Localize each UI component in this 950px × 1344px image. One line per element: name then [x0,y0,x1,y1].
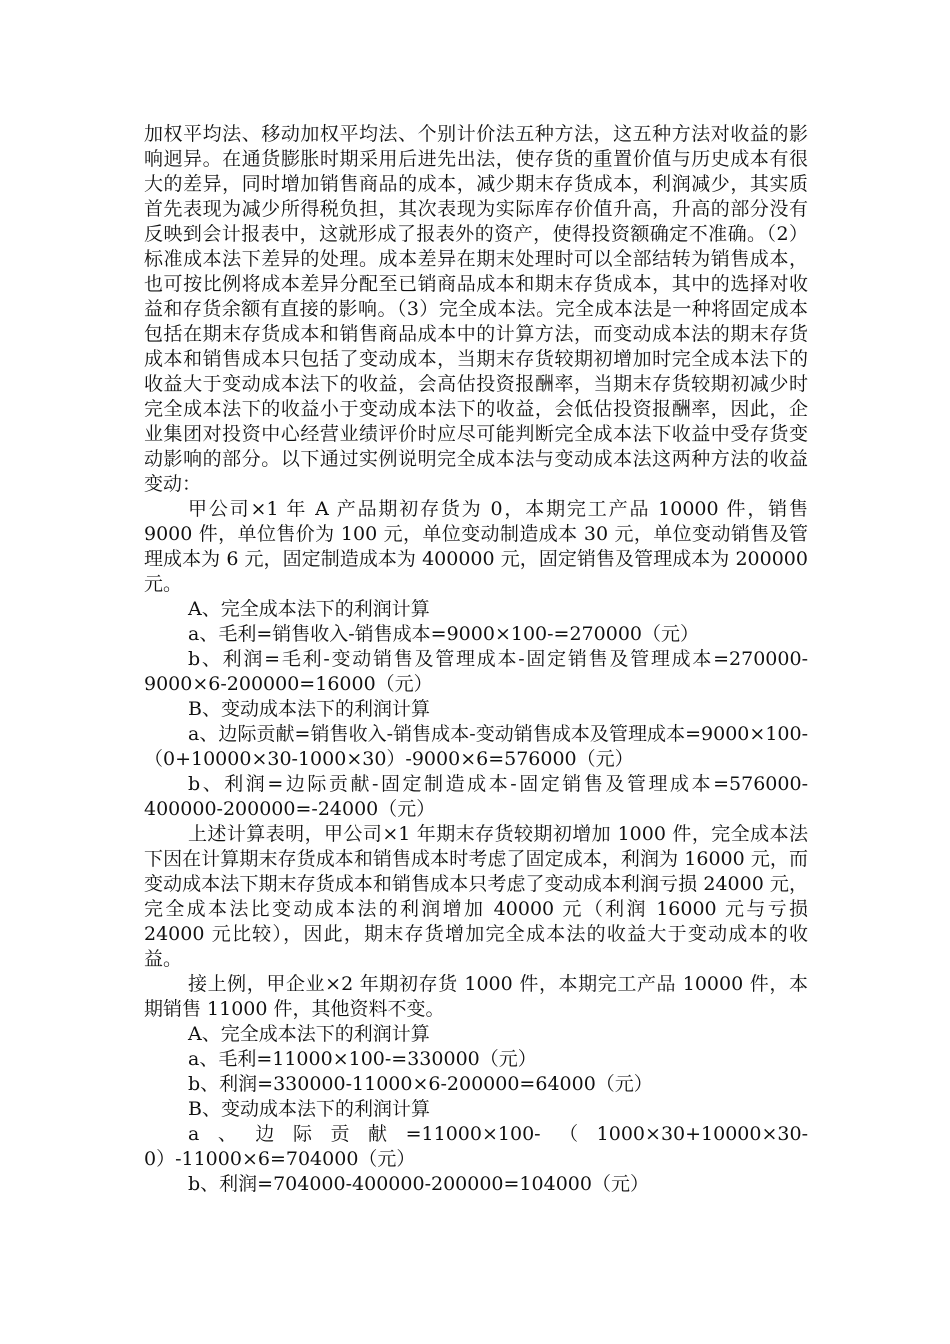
line-profit-full-cost-year2: b、利润=330000-11000×6-200000=64000（元） [188,1073,653,1095]
paragraph-example-year2: 接上例，甲企业×2 年期初存货 1000 件，本期完工产品 10000 件，本期销售 11000 件，其他资料不变。 [144,973,808,1020]
paragraph-example-year1: 甲公司×1 年 A 产品期初存货为 0，本期完工产品 10000 件，销售 9000 件，单位售价为 100 元，单位变动制造成本 30 元，单位变动销售及管理成本为 6 元，固定制造成本为 400000 元，固定销售及管理成本为 200000 元。 [144,498,808,595]
heading-variable-cost-year1: B、变动成本法下的利润计算 [188,698,430,720]
paragraph-valuation-methods: 加权平均法、移动加权平均法、个别计价法五种方法，这五种方法对收益的影响迥异。在通货膨胀时期采用后进先出法，使存货的重置价值与历史成本有很大的差异，同时增加销售商品的成本，减少期末存货成本，利润减少，其实质首先表现为减少所得税负担，其次表现为实际库存价值升高，升高的部分没有反映到会计报表中，这就形成了报表外的资产，使得投资额确定不准确。（2）标准成本法下差异的处理。成本差异在期末处理时可以全部结转为销售成本，也可按比例将成本差异分配至已销商品成本和期末存货成本，其中的选择对收益和存货余额有直接的影响。（3）完全成本法。完全成本法是一种将固定成本包括在期末存货成本和销售商品成本中的计算方法，而变动成本法的期末存货成本和销售成本只包括了变动成本，当期末存货较期初增加时完全成本法下的收益大于变动成本法下的收益，会高估投资报酬率，当期末存货较期初减少时完全成本法下的收益小于变动成本法下的收益，会低估投资报酬率，因此，企业集团对投资中心经营业绩评价时应尽可能判断完全成本法下收益中受存货变动影响的部分。以下通过实例说明完全成本法与变动成本法这两种方法的收益变动： [144,123,808,495]
line-gross-profit-year1: a、毛利=销售收入-销售成本=9000×100-=270000（元） [188,623,699,645]
heading-full-cost-year1: A、完全成本法下的利润计算 [188,598,430,620]
line-contribution-margin-year2: a、边际贡献=11000×100-（1000×30+10000×30-0）-11000×6=704000（元） [144,1123,808,1170]
paragraph-analysis-year1: 上述计算表明，甲公司×1 年期末存货较期初增加 1000 件，完全成本法下因在计算期末存货成本和销售成本时考虑了固定成本，利润为 16000 元，而变动成本法下期末存货成本和销售成本只考虑了变动成本利润亏损 24000 元，完全成本法比变动成本法的利润增加 40000 元（利润 16000 元与亏损 24000 元比较），因此，期末存货增加完全成本法的收益大于变动成本的收益。 [144,823,808,970]
heading-full-cost-year2: A、完全成本法下的利润计算 [188,1023,430,1045]
line-profit-variable-cost-year2: b、利润=704000-400000-200000=104000（元） [188,1173,649,1195]
line-contribution-margin-year1: a、边际贡献=销售收入-销售成本-变动销售成本及管理成本=9000×100-（0+10000×30-1000×30）-9000×6=576000（元） [144,723,808,770]
line-profit-variable-cost-year1: b、利润=边际贡献-固定制造成本-固定销售及管理成本=576000-400000-200000=-24000（元） [144,773,808,820]
heading-variable-cost-year2: B、变动成本法下的利润计算 [188,1098,430,1120]
line-profit-full-cost-year1: b、利润=毛利-变动销售及管理成本-固定销售及管理成本=270000-9000×6-200000=16000（元） [144,648,808,695]
line-gross-profit-year2: a、毛利=11000×100-=330000（元） [188,1048,537,1070]
document-page [144,122,808,1197]
